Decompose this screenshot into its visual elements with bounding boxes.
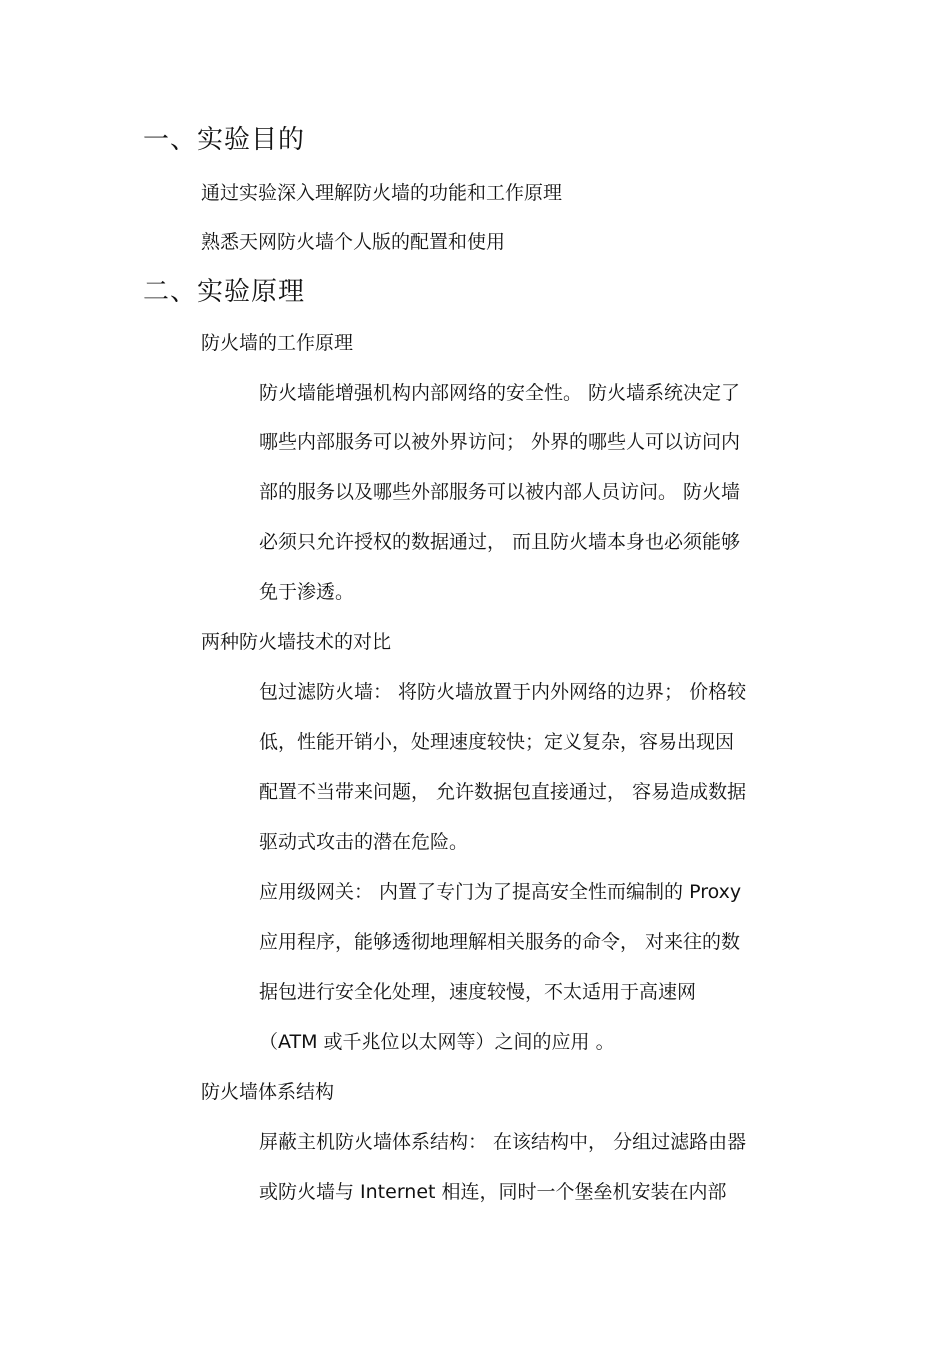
paragraph-line: 或防火墙与 Internet 相连，同时一个堡垒机安装在内部 xyxy=(259,1181,727,1203)
subsection-title-architecture: 防火墙体系结构 xyxy=(201,1081,335,1103)
paragraph-line: （ATM 或千兆位以太网等）之间的应用 。 xyxy=(259,1031,615,1053)
paragraph-line: 必须只允许授权的数据通过， 而且防火墙本身也必须能够 xyxy=(259,531,741,553)
paragraph-line: 应用级网关： 内置了专门为了提高安全性而编制的 Proxy xyxy=(259,881,742,903)
paragraph-line: 低，性能开销小，处理速度较快；定义复杂，容易出现因 xyxy=(259,731,735,753)
section-heading-purpose: 一、实验目的 xyxy=(143,125,306,155)
paragraph-line: 包过滤防火墙： 将防火墙放置于内外网络的边界； 价格较 xyxy=(259,681,747,703)
subsection-title-firewall-principle: 防火墙的工作原理 xyxy=(201,332,354,354)
subsection-title-tech-comparison: 两种防火墙技术的对比 xyxy=(201,631,392,653)
paragraph-line: 部的服务以及哪些外部服务可以被内部人员访问。 防火墙 xyxy=(259,481,741,503)
paragraph-line: 配置不当带来问题， 允许数据包直接通过， 容易造成数据 xyxy=(259,781,747,803)
paragraph-line: 防火墙能增强机构内部网络的安全性。 防火墙系统决定了 xyxy=(259,382,741,404)
paragraph-line: 哪些内部服务可以被外界访问； 外界的哪些人可以访问内 xyxy=(259,431,741,453)
paragraph-line: 驱动式攻击的潜在危险。 xyxy=(259,831,469,853)
paragraph-line: 据包进行安全化处理，速度较慢，不太适用于高速网 xyxy=(259,981,697,1003)
paragraph-line: 免于渗透。 xyxy=(259,581,355,603)
purpose-line-2: 熟悉天网防火墙个人版的配置和使用 xyxy=(201,231,506,253)
paragraph-line: 应用程序，能够透彻地理解相关服务的命令， 对来往的数 xyxy=(259,931,741,953)
paragraph-line: 屏蔽主机防火墙体系结构： 在该结构中， 分组过滤路由器 xyxy=(259,1131,747,1153)
section-heading-principle: 二、实验原理 xyxy=(143,277,306,307)
purpose-line-1: 通过实验深入理解防火墙的功能和工作原理 xyxy=(201,182,563,204)
